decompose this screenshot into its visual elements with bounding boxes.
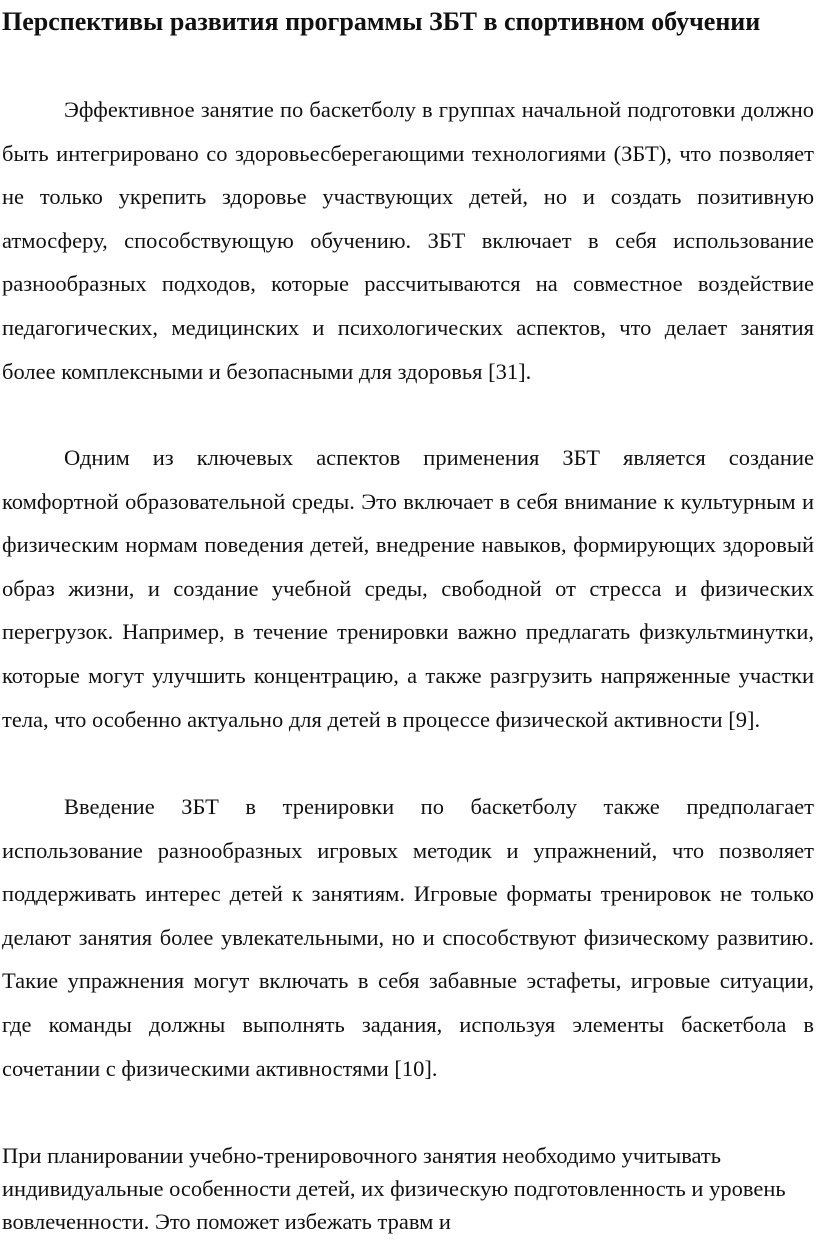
paragraph-3: Введение ЗБТ в тренировки по баскетболу также предполагает использование разнообразных игровых методик и упражнений, что позволяет поддерживать интерес детей к занятиям. Игровые форматы тренировок не только делают занятия более увлекательными, но и способствуют физическому развитию. Такие упражнения могут включать в себя забавные эстафеты, игровые ситуации, где команды должны выполнять задания, используя элементы баскетбола в сочетании с физическими активностями [10]. xyxy=(2,794,814,1081)
paragraph-4: При планировании учебно-тренировочного занятия необходимо учитывать индивидуальные особенности детей, их физическую подготовленность и уровень вовлеченности. Это поможет избежать травм и xyxy=(2,1143,786,1234)
paragraph-2: Одним из ключевых аспектов применения ЗБТ является создание комфортной образовательной среды. Это включает в себя внимание к культурным и физическим нормам поведения детей, внедрение навыков, формирующих здоровый образ жизни, и создание учебной среды, свободной от стресса и физических перегрузок. Например, в течение тренировки важно предлагать физкультминутки, которые могут улучшить концентрацию, а также разгрузить напряженные участки тела, что особенно актуально для детей в процессе физической активности [9]. xyxy=(2,445,814,732)
paragraph-1: Эффективное занятие по баскетболу в группах начальной подготовки должно быть интегрировано со здоровьесберегающими технологиями (ЗБТ), что позволяет не только укрепить здоровье участвующих детей, но и создать позитивную атмосферу, способствующую обучению. ЗБТ включает в себя использование разнообразных подходов, которые рассчитываются на совместное воздействие педагогических, медицинских и психологических аспектов, что делает занятия более комплексными и безопасными для здоровья [31]. xyxy=(2,97,814,384)
document-heading: Перспективы развития программы ЗБТ в спортивном обучении xyxy=(2,7,761,36)
